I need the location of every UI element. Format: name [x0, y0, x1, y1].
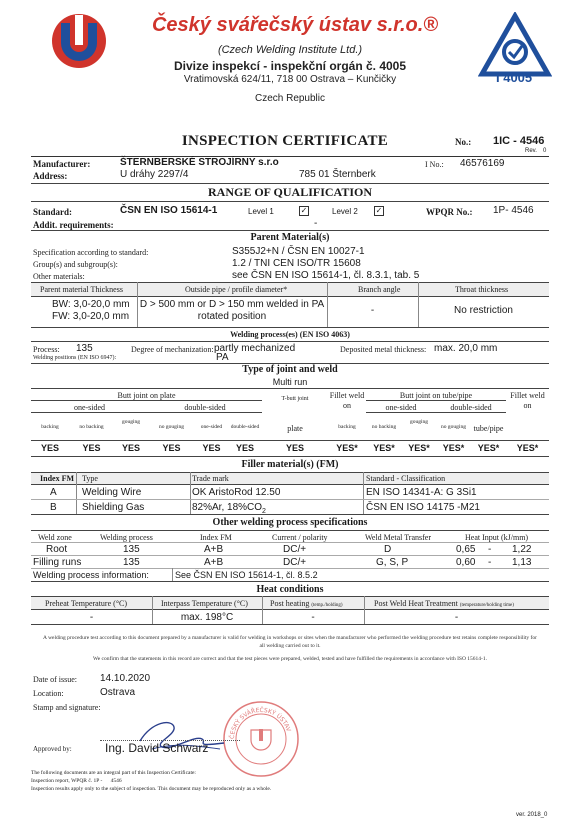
- location-value: Ostrava: [100, 687, 136, 698]
- process-info-value: See ČSN EN ISO 15614-1, čl. 8.5.2: [175, 570, 318, 580]
- preheat-value: -: [89, 612, 94, 623]
- joint-value-3: YES: [121, 443, 140, 453]
- level1-label: Level 1: [248, 207, 274, 216]
- level2-checkbox[interactable]: ✓: [375, 206, 383, 215]
- org-country: Czech Republic: [254, 93, 326, 104]
- butt-plate-header: Butt joint on plate: [117, 391, 176, 400]
- tube-one-sided: one-sided: [385, 403, 417, 412]
- confirmation-note: We confirm that the statements in this record are correct and that the test pieces were prepared, welded, tested and have fulfilled the requirements in accordance with ISO 15614-1.: [92, 656, 488, 662]
- spec-row-filling-heat-min: 0,60: [456, 557, 476, 568]
- joint-title: Type of joint and weld: [242, 364, 338, 375]
- official-stamp-icon: [222, 700, 300, 778]
- date-value: 14.10.2020: [100, 673, 151, 684]
- spec-row-filling-index: A+B: [204, 557, 224, 568]
- spec-row-root-dash: -: [488, 544, 492, 555]
- fillet-plate-header-1: Fillet weld: [329, 391, 365, 400]
- outside-range-1: D > 500 mm or D > 150 mm welded in PA: [139, 299, 325, 310]
- fillet-tube-header-1: Fillet weld: [510, 391, 545, 400]
- outside-range-2: rotated position: [197, 311, 267, 322]
- spec-col-index: Index FM: [200, 533, 232, 542]
- tube-double-sided: double-sided: [450, 403, 492, 412]
- footer-line-3: Inspection results apply only to the subject of inspection. This document may be reproduced only as a whole.: [31, 786, 272, 792]
- level1-checkbox[interactable]: ✓: [300, 206, 308, 215]
- fillet-tube-header-2: on: [523, 401, 532, 410]
- joint-value-4: YES: [162, 443, 181, 453]
- th-fillet-plate: plate: [287, 424, 303, 433]
- manufacturer-name: ŠTERNBERSKÉ STROJÍRNY s.r.o: [120, 157, 279, 168]
- address-city: 785 01 Šternberk: [299, 169, 376, 180]
- rev-label: Rev.: [525, 148, 537, 154]
- filler-row-a-trade: OK AristoRod 12.50: [192, 487, 281, 498]
- th-tube-gouging: gouging: [409, 419, 429, 425]
- approved-label: Approved by:: [33, 745, 72, 753]
- process-title: Welding process(es) (EN ISO 4063): [230, 330, 350, 339]
- address-label: Address:: [33, 171, 68, 181]
- other-materials-label: Other materials:: [33, 272, 85, 281]
- joint-value-7: YES: [285, 443, 304, 453]
- joint-value-1: YES: [40, 443, 59, 453]
- t-butt-header: T-butt joint: [281, 396, 309, 402]
- joint-value-11: YES*: [442, 443, 465, 453]
- th-thickness: Parent material Thickness: [40, 285, 123, 294]
- interpass-value: max. 198°C: [180, 612, 234, 623]
- stamp-label: Stamp and signature:: [33, 703, 101, 712]
- joint-value-6: YES: [235, 443, 254, 453]
- filler-row-a-standard: EN ISO 14341-A: G 3Si1: [366, 487, 477, 498]
- certificate-title: INSPECTION CERTIFICATE: [181, 133, 389, 149]
- fillet-plate-header-2: on: [343, 401, 351, 410]
- spec-col-current: Current / polarity: [272, 533, 328, 542]
- th-outside-diameter: Outside pipe / profile diameter*: [185, 285, 288, 294]
- joint-value-12: YES*: [477, 443, 500, 453]
- heat-col-interpass: Interpass Temperature (°C): [161, 599, 248, 608]
- butt-tube-header: Butt joint on tube/pipe: [399, 391, 473, 400]
- standard-value: ČSN EN ISO 15614-1: [120, 205, 218, 216]
- parent-title: Parent Material(s): [250, 232, 330, 243]
- heat-col-preheat: Preheat Temperature (°C): [45, 599, 128, 608]
- group-label: Group(s) and subgroup(s):: [33, 260, 118, 269]
- bw-range: BW: 3,0-20,0 mm: [52, 299, 130, 310]
- th-branch-angle: Branch angle: [358, 285, 401, 294]
- heat-col-pwht: Post Weld Heat Treatment (temperature/holding time): [374, 599, 514, 608]
- spec-col-process: Welding process: [100, 533, 153, 542]
- th-tube-backing: backing: [338, 424, 356, 430]
- org-address: Vratimovská 624/11, 718 00 Ostrava – Kunčičky: [183, 74, 397, 85]
- filler-title: Filler material(s) (FM): [241, 459, 339, 470]
- addit-value: -: [314, 218, 318, 229]
- wpqr-label: WPQR No.:: [426, 207, 473, 217]
- spec-row-filling-heat-max: 1,13: [512, 557, 532, 568]
- joint-value-2: YES: [82, 443, 101, 453]
- th-fillet-tube: tube/pipe: [473, 424, 504, 433]
- spec-label: Specification according to standard:: [33, 248, 149, 257]
- footer-line-1: The following documents are an integral part of this Inspection Certificate:: [31, 770, 196, 776]
- joint-value-9: YES*: [373, 443, 395, 453]
- filler-col-standard: Standard - Classification: [366, 474, 446, 483]
- level2-label: Level 2: [332, 207, 358, 216]
- cert-no-value: 1IC - 4546: [493, 135, 545, 147]
- ino-value: 46576169: [460, 158, 505, 169]
- filler-col-type: Type: [82, 474, 98, 483]
- th-tube-no-gouging: no gouging: [441, 424, 466, 430]
- plate-double-sided: double-sided: [184, 403, 226, 412]
- spec-row-filling-transfer: G, S, P: [376, 557, 409, 568]
- address-street: U dráhy 2297/4: [120, 169, 189, 180]
- filler-col-index: Index FM: [40, 474, 74, 483]
- pwht-value: -: [454, 612, 459, 623]
- fw-range: FW: 3,0-20,0 mm: [52, 311, 130, 322]
- spec-row-root-process: 135: [123, 544, 140, 555]
- division-name: Divize inspekcí - inspekční orgán č. 4005: [173, 59, 407, 73]
- spec-row-root-transfer: D: [384, 544, 392, 555]
- institute-logo-icon: [51, 13, 107, 69]
- validity-note: A welding procedure test according to this document prepared by a manufacturer is valid for welding in workshops or sites when the manufacturer who performed the welding procedure test retains complete responsibility for all welding carried out to it.: [43, 635, 537, 649]
- filler-row-b-type: Shielding Gas: [82, 502, 145, 513]
- org-name: Český svářečský ústav s.r.o.®: [151, 14, 439, 36]
- location-label: Location:: [33, 689, 64, 698]
- footer-line-2: Inspection report, WPQR č. 1P - 4546: [31, 778, 122, 784]
- other-spec-title: Other welding process specifications: [212, 517, 368, 528]
- deposit-value: max. 20,0 mm: [434, 343, 498, 354]
- version-label: ver. 2018_0: [516, 812, 548, 818]
- filler-row-a-index: A: [50, 487, 57, 498]
- process-label: Process:: [33, 345, 60, 354]
- process-info-label: Welding process information:: [33, 570, 149, 580]
- spec-row-root-heat-max: 1,22: [512, 544, 532, 555]
- joint-value-8: YES*: [336, 443, 358, 453]
- org-english-name: (Czech Welding Institute Ltd.): [217, 44, 363, 56]
- mechanization-label: Degree of mechanization:: [131, 345, 214, 354]
- wpqr-value: 1P- 4546: [493, 205, 534, 216]
- filler-row-b-trade: 82%Ar, $18\%CO_2$: [192, 502, 266, 515]
- group-value: 1.2 / TNI CEN ISO/TR 15608: [232, 258, 361, 269]
- th-backing: backing: [41, 424, 59, 430]
- heat-title: Heat conditions: [256, 584, 324, 595]
- joint-value-10: YES*: [408, 443, 430, 453]
- spec-col-zone: Weld zone: [38, 533, 72, 542]
- date-label: Date of issue:: [33, 675, 77, 684]
- plate-one-sided: one-sided: [73, 403, 106, 412]
- mechanization-value: partly mechanized: [214, 343, 296, 354]
- accreditation-mark: I 4005: [496, 70, 533, 85]
- spec-row-root-heat-min: 0,65: [456, 544, 476, 555]
- spec-col-transfer: Weld Metal Transfer: [365, 533, 432, 542]
- joint-subtitle: Multi run: [272, 377, 308, 387]
- th-no-backing: no backing: [79, 424, 104, 430]
- spec-row-filling-current: DC/+: [283, 557, 307, 568]
- standard-label: Standard:: [33, 207, 73, 217]
- th-gouging: gouging: [121, 419, 141, 425]
- spec-value: S355J2+N / ČSN EN 10027-1: [232, 246, 365, 257]
- filler-row-b-index: B: [50, 502, 57, 513]
- ino-label: I No.:: [425, 160, 444, 169]
- positions-value: PA: [216, 352, 229, 363]
- manufacturer-label: Manufacturer:: [33, 159, 91, 169]
- positions-label: Welding positions (EN ISO 6947):: [33, 355, 117, 361]
- process-value: 135: [76, 343, 93, 354]
- filler-col-trade: Trade mark: [192, 474, 229, 483]
- spec-row-root-index: A+B: [204, 544, 224, 555]
- svg-text:ČESKÝ SVÁŘEČSKÝ ÚSTAV: ČESKÝ SVÁŘEČSKÝ ÚSTAV: [228, 706, 292, 740]
- th-t-one-sided: one-sided: [200, 424, 223, 430]
- spec-row-root-current: DC/+: [283, 544, 307, 555]
- th-tube-no-backing: no backing: [371, 424, 397, 430]
- other-materials-value: see ČSN EN ISO 15614-1, čl. 8.3.1, tab. 5: [232, 270, 420, 281]
- spec-col-heat: Heat Input (kJ/mm): [465, 533, 529, 542]
- spec-row-filling-zone: Filling runs: [33, 557, 82, 568]
- rev-value: 0: [543, 148, 547, 154]
- range-title: RANGE OF QUALIFICATION: [207, 185, 372, 199]
- th-no-gouging: no gouging: [159, 424, 184, 430]
- postheat-value: -: [311, 612, 315, 623]
- throat-thickness-value: No restriction: [454, 305, 513, 316]
- joint-value-5: YES: [202, 443, 221, 453]
- deposit-label: Deposited metal thickness:: [340, 345, 427, 354]
- joint-value-fillet-tube: YES*: [516, 443, 539, 453]
- cert-no-label: No.:: [455, 137, 472, 147]
- filler-row-a-type: Welding Wire: [82, 487, 142, 498]
- spec-row-filling-process: 135: [123, 557, 140, 568]
- spec-row-root-zone: Root: [46, 544, 68, 555]
- branch-angle-value: -: [370, 305, 375, 316]
- approved-value: Ing. David Schwarz: [105, 741, 209, 755]
- filler-row-b-standard: ČSN EN ISO 14175 -M21: [366, 502, 480, 513]
- th-throat-thickness: Throat thickness: [455, 285, 509, 294]
- spec-row-filling-dash: -: [488, 557, 492, 568]
- th-t-double-sided: double-sided: [230, 424, 260, 430]
- addit-label: Addit. requirements:: [33, 220, 114, 230]
- heat-col-postheat: Post heating (temp./holding): [270, 599, 343, 608]
